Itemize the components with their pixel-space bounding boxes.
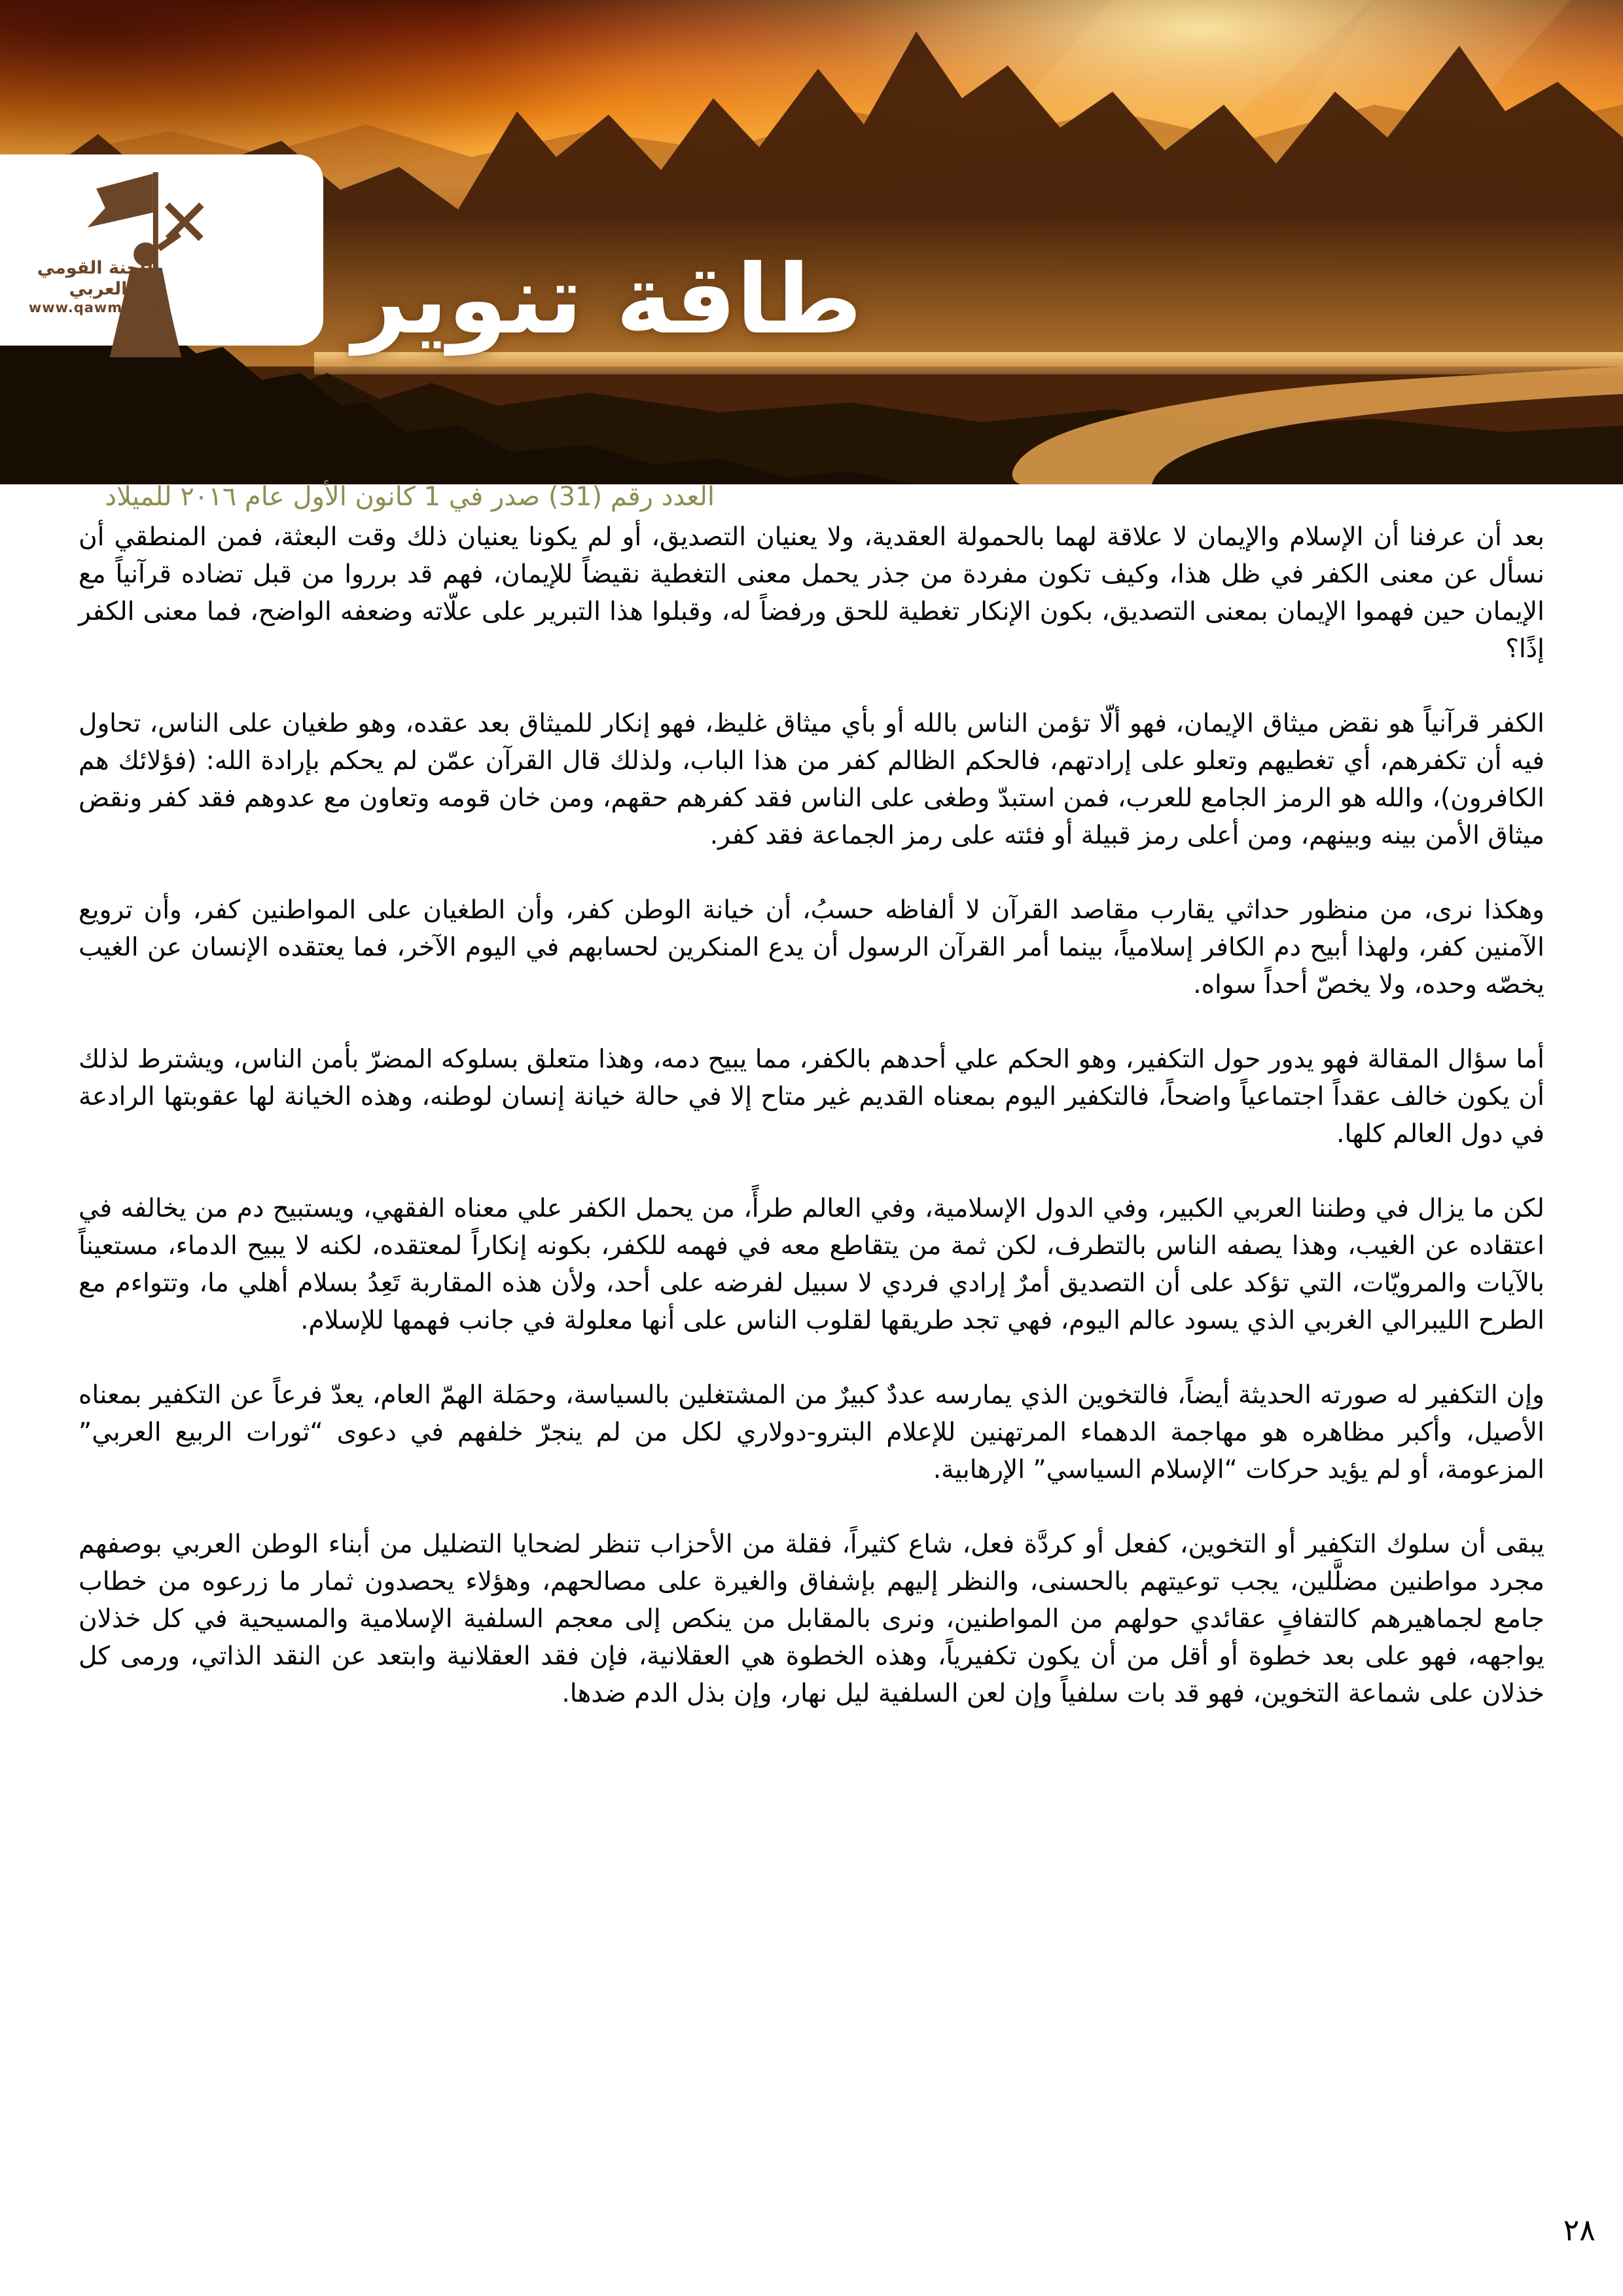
article-paragraph: الكفر قرآنياً هو نقض ميثاق الإيمان، فهو ألّا تؤمن الناس بالله أو بأي ميثاق غليظ، فهو إنكار للميثاق بعد عقده، وهو طغيان على الناس، تحاول فيه أن تكفرهم، أي تغطيهم وتعلو على إرادتهم، فالحكم الظالم كفر من هذا الباب، ولذلك قال القرآن عمّن لم يحكم بإرادة الله: (فؤلائك هم الكافرون)، والله هو الرمز الجامع للعرب، فمن استبدّ وطغى على الناس فقد كفرهم حقهم، ومن خان قومه وتعاون مع عدوهم فقد كفر ونقض ميثاق الأمن بينه وبينهم، ومن أعلى رمز قبيلة أو فئته على رمز الجماعة فقد كفر. xyxy=(79,709,1544,850)
logo-org-name: اللجنة القومي العربي xyxy=(37,258,160,299)
issue-info-line: العدد رقم (31) صدر في 1 كانون الأول عام ٢٠١٦ للميلاد xyxy=(105,482,715,512)
article-paragraph: لكن ما يزال في وطننا العربي الكبير، وفي الدول الإسلامية، وفي العالم طرأً، من يحمل الكفر علي معناه الفقهي، ويستبيح دم من يخالفه في اعتقاده عن الغيب، وهذا يصفه الناس بالتطرف، لكن ثمة من يتقاطع معه في فهمه للكفر، بكونه إنكاراً لمعتقده، لكنه لا يبيح الدماء، مستعيناً بالآيات والمرويّات، التي تؤكد على أن التصديق أمرٌ إرادي فردي لا سبيل لفرضه على أحد، ولأن هذه المقاربة تَعِدُ بسلام أهلي ما، وتتواءم مع الطرح الليبرالي الغربي الذي يسود عالم اليوم، فهي تجد طريقها لقلوب الناس على أنها معلولة في جانب فهمها للإسلام. xyxy=(79,1194,1544,1335)
qawmi-logo xyxy=(0,154,323,346)
page-number: ٢٨ xyxy=(1563,2212,1596,2248)
article-body xyxy=(79,518,1544,1749)
article-paragraph: يبقى أن سلوك التكفير أو التخوين، كفعل أو كردَّة فعل، شاع كثيراً، فقلة من الأحزاب تنظر لضحايا التضليل من أبناء الوطن العربي بوصفهم مجرد مواطنين مضلَّلين، يجب توعيتهم بالحسنى، والنظر إليهم بإشفاق والغيرة على مصالحهم، وهؤلاء يحصدون ثمار ما زرعوه من خطاب جامع لجماهيرهم كالتفافٍ عقائدي حولهم من المواطنين، ونرى بالمقابل من ينكص إلى معجم السلفية الإسلامية والمسيحية في كل خذلان يواجهه، فهو على بعد خطوة أو أقل من أن يكون تكفيرياً، وهذه الخطوة هي العقلانية، فإن فقد العقلانية وابتعد عن النقد الذاتي، ورمى كل خذلان على شماعة التخوين، فهو قد بات سلفياً وإن لعن السلفية ليل نهار، وإن بذل الدم ضدها. xyxy=(79,1530,1544,1708)
magazine-title-wrap xyxy=(352,169,863,431)
header-photo xyxy=(0,0,1623,484)
article-paragraph: وهكذا نرى، من منظور حداثي يقارب مقاصد القرآن لا ألفاظه حسبُ، أن خيانة الوطن كفر، وأن الطغيان على المواطنين كفر، وأن ترويع الآمنين كفر، ولهذا أبيح دم الكافر إسلامياً، بينما أمر القرآن الرسول أن يدع المنكرين لحسابهم في اليوم الآخر، فما يعتقده الإنسان عن الغيب يخصّه وحده، ولا يخصّ أحداً سواه. xyxy=(79,895,1544,999)
article-paragraph: وإن التكفير له صورته الحديثة أيضاً، فالتخوين الذي يمارسه عددٌ كبيرٌ من المشتغلين بالسياسة، وحمَلة الهمّ العام، يعدّ فرعاً عن التكفير بمعناه الأصيل، وأكبر مظاهره هو مهاجمة الدهماء المرتهنين للإعلام البترو-دولاري لكل من لم ينجرّ خلفهم في دعوى “ثورات الربيع العربي” المزعومة، أو لم يؤيد حركات “الإسلام السياسي” الإرهابية. xyxy=(79,1380,1544,1484)
article-paragraph: أما سؤال المقالة فهو يدور حول التكفير، وهو الحكم علي أحدهم بالكفر، مما يبيح دمه، وهذا متعلق بسلوكه المضرّ بأمن الناس، ويشترط لذلك أن يكون خالف عقداً اجتماعياً واضحاً، فالتكفير اليوم بمعناه القديم غير متاح إلا في حالة خيانة إنسان لوطنه، وهذه الخيانة لها عقوبتها الرادعة في دول العالم كلها. xyxy=(79,1045,1544,1149)
magazine-title-calligraphy: طاقة تنوير xyxy=(352,244,863,355)
article-paragraph: بعد أن عرفنا أن الإسلام والإيمان لا علاقة لهما بالحمولة العقدية، ولا يعنيان التصديق، أو لم يكونا يعنيان ذلك وقت البعثة، فمن المنطقي أن نسأل عن معنى الكفر في ظل هذا، وكيف تكون مفردة من جذر يحمل معنى التغطية نقيضاً للإيمان، فهم قد برروا من قبل تضاده قرآنياً مع الإيمان حين فهموا الإيمان بمعنى التصديق، بكون الإنكار تغطية للحق ورفضاً له، وقبلوا هذا التبرير على علّاته وضعفه الواضح، فما معنى الكفر إذًا؟ xyxy=(79,522,1544,664)
logo-website: www.qawmi.com xyxy=(28,300,168,315)
